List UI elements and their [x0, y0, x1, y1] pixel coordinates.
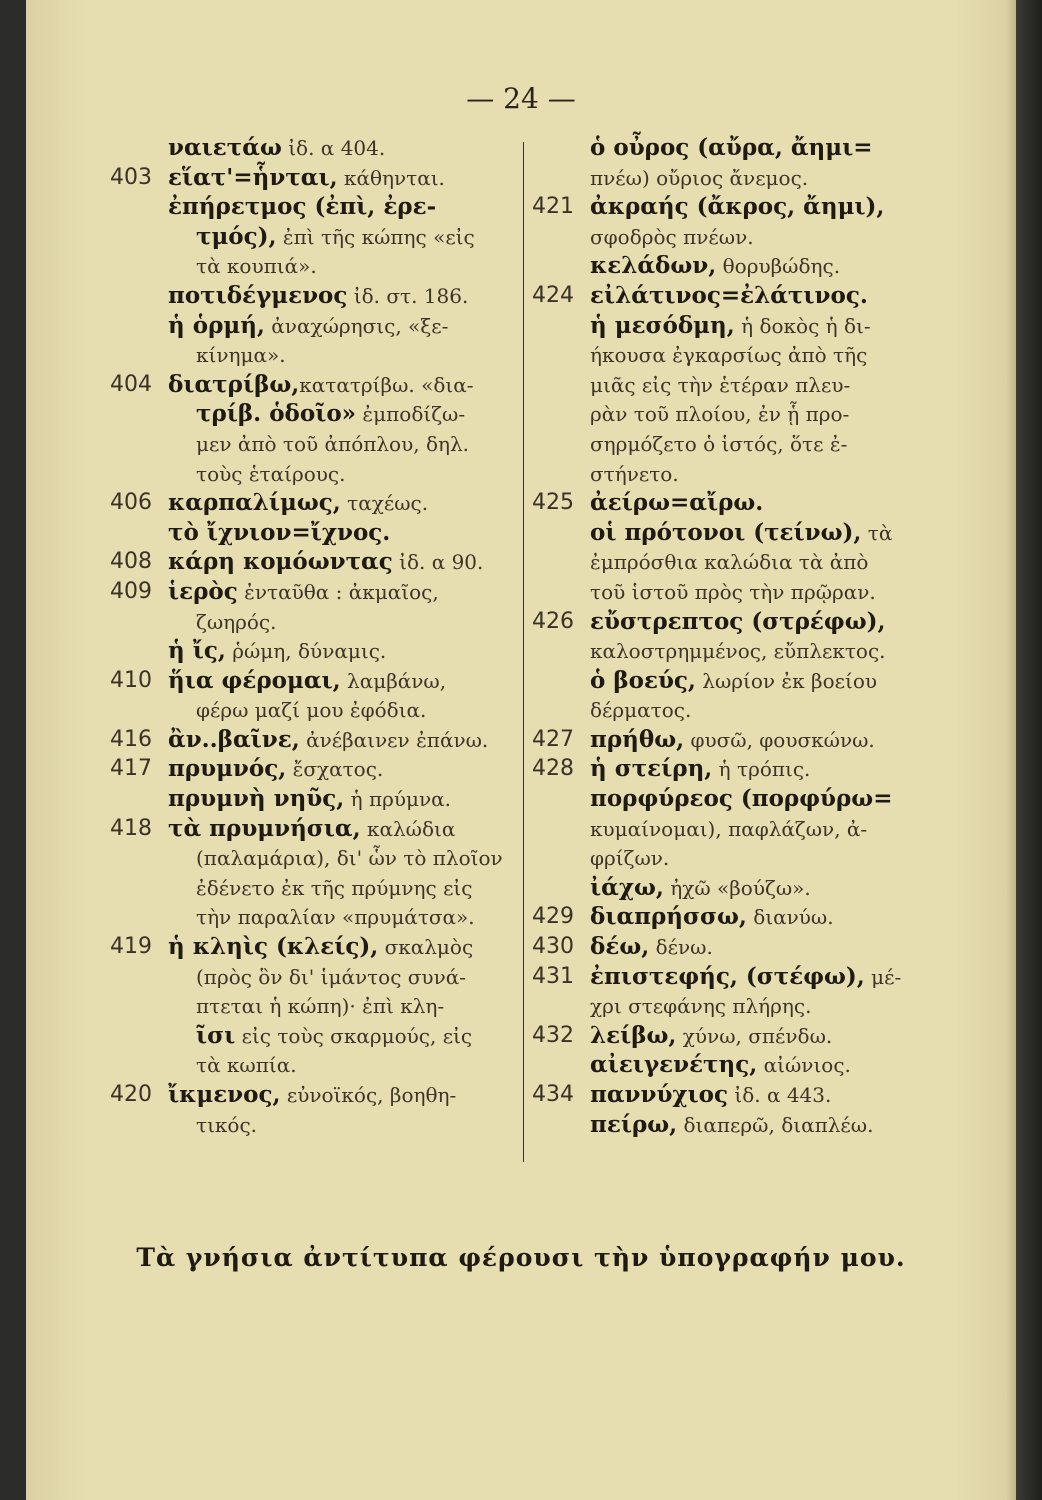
glossary-line — [110, 429, 510, 459]
glossary-line — [110, 577, 510, 607]
entry-text — [168, 754, 383, 785]
definition: μέ- — [864, 964, 902, 989]
definition: πνέω) οὔριος ἄνεμος. — [590, 165, 809, 190]
entry-text — [590, 932, 713, 963]
headword: πείρω, — [590, 1110, 678, 1138]
definition: ἐπὶ τῆς κώπης «εἰς — [276, 224, 475, 249]
glossary-line — [532, 932, 942, 962]
headword: λείβω, — [590, 1021, 677, 1049]
definition: ἔσχατος. — [286, 757, 384, 782]
line-number: 406 — [110, 490, 152, 516]
right-column — [532, 133, 942, 1139]
definition: ἐδένετο ἐκ τῆς πρύμνης εἰς — [196, 875, 473, 900]
headword: πρυμνὴ νηῦς, — [168, 785, 345, 813]
definition: καλοστρημμένος, εὔπλεκτος. — [590, 639, 886, 664]
entry-text — [590, 636, 886, 667]
entry-text — [590, 666, 877, 697]
entry-text — [196, 607, 277, 638]
entry-text — [168, 636, 386, 667]
glossary-line — [110, 1050, 510, 1080]
definition: ήκουσα ἐγκαρσίως ἀπὸ τῆς — [590, 343, 868, 368]
headword: κελάδων, — [590, 252, 717, 280]
entry-text — [168, 725, 488, 756]
entry-text — [590, 192, 884, 223]
entry-text — [590, 518, 892, 549]
definition: δέρματος. — [590, 698, 692, 723]
entry-text — [168, 518, 390, 549]
glossary-line — [532, 311, 942, 341]
line-number: 432 — [532, 1022, 574, 1048]
headword: ἡ μεσόδμη, — [590, 311, 735, 339]
headword: ἀείρω=αἴρω. — [590, 489, 764, 517]
headword: παννύχιος — [590, 1081, 729, 1108]
definition: σηρμόζετο ὁ ἱστός, ὅτε ἐ- — [590, 431, 848, 456]
line-number: 427 — [532, 726, 574, 752]
entry-text — [168, 163, 445, 194]
entry-text — [590, 814, 867, 845]
headword: οἱ πρότονοι (τείνω), — [590, 518, 862, 546]
headword: ἐπιστεφής, (στέφω), — [590, 962, 865, 990]
glossary-line — [532, 488, 942, 518]
entry-text — [168, 932, 473, 963]
glossary-line — [532, 695, 942, 725]
headword: ἂν..βαῖνε, — [168, 725, 300, 753]
entry-text — [196, 222, 475, 253]
entry-text — [168, 1080, 456, 1111]
glossary-line — [110, 873, 510, 903]
line-number: 410 — [110, 667, 152, 693]
entry-text — [590, 991, 811, 1022]
headword: εἵατ'=ἧνται, — [168, 163, 338, 191]
definition: μιᾶς εἰς τὴν ἑτέραν πλευ- — [590, 372, 851, 397]
glossary-line — [110, 1080, 510, 1110]
glossary-line — [532, 370, 942, 400]
entry-text — [590, 429, 847, 460]
definition: διαπερῶ, διαπλέω. — [677, 1112, 874, 1137]
glossary-line — [532, 1050, 942, 1080]
glossary-line — [110, 607, 510, 637]
entry-text — [590, 459, 679, 490]
line-number: 424 — [532, 282, 574, 308]
definition: ῥώμη, δύναμις. — [225, 639, 387, 664]
entry-text — [168, 547, 483, 578]
line-number: 418 — [110, 815, 152, 841]
glossary-line — [532, 784, 942, 814]
entry-text — [196, 399, 465, 430]
line-number: 431 — [532, 963, 574, 989]
entry-text — [196, 251, 317, 282]
glossary-line — [532, 459, 942, 489]
entry-text — [196, 1021, 472, 1052]
headword: εὔστρεπτος (στρέφω), — [590, 607, 886, 635]
definition: ἰδ. στ. 186. — [347, 283, 469, 308]
definition: ἡ πρύμνα. — [344, 787, 452, 812]
glossary-line — [110, 843, 510, 873]
line-number: 403 — [110, 164, 152, 190]
entry-text — [168, 666, 446, 697]
entry-text — [196, 1110, 257, 1141]
glossary-line — [110, 902, 510, 932]
glossary-line — [532, 222, 942, 252]
definition: τοὺς ἑταίρους. — [196, 461, 346, 486]
glossary-line — [110, 488, 510, 518]
definition: ταχέως. — [340, 491, 429, 516]
headword: δέω, — [590, 933, 650, 961]
line-number: 426 — [532, 608, 574, 634]
definition: ἡ τρόπις. — [712, 757, 811, 782]
glossary-line — [110, 1110, 510, 1140]
headword: ὁ οὖρος (αὔρα, ἄημι= — [590, 134, 873, 161]
entry-text — [196, 843, 503, 874]
headword: ἡ στείρη, — [590, 755, 713, 783]
entry-text — [590, 133, 873, 164]
entry-text — [196, 873, 472, 904]
entry-text — [590, 725, 875, 756]
headword: ἰάχω, — [590, 873, 664, 901]
headword: ποτιδέγμενος — [168, 281, 348, 309]
definition: εἰς τοὺς σκαρμούς, εἰς — [235, 1023, 473, 1048]
entry-text — [590, 281, 868, 312]
glossary-line — [532, 133, 942, 163]
line-number: 425 — [532, 490, 574, 516]
glossary-line — [532, 873, 942, 903]
glossary-line — [110, 340, 510, 370]
entry-text — [590, 251, 840, 282]
entry-text — [168, 311, 448, 342]
footer-signature-note: Τὰ γνήσια ἀντίτυπα φέρουσι τὴν ὑπογραφήν μου. — [136, 1243, 906, 1272]
headword: διατρίβω, — [168, 370, 300, 398]
glossary-line — [532, 636, 942, 666]
line-number: 416 — [110, 726, 152, 752]
binding-edge — [1016, 0, 1042, 1500]
definition: λαμβάνω, — [340, 668, 447, 693]
glossary-line — [110, 192, 510, 222]
entry-text — [590, 962, 901, 993]
glossary-line — [110, 814, 510, 844]
entry-text — [590, 754, 810, 785]
headword: ἥια φέρομαι, — [168, 666, 341, 694]
glossary-line — [110, 311, 510, 341]
entry-text — [168, 488, 428, 519]
entry-text — [590, 488, 763, 519]
definition: ἰδ. α 90. — [392, 550, 484, 575]
definition: σφοδρὸς πνέων. — [590, 224, 754, 249]
entry-text — [590, 902, 834, 933]
definition: τὰ — [861, 520, 893, 545]
entry-text — [196, 1050, 297, 1081]
entry-text — [196, 902, 475, 933]
line-number: 429 — [532, 904, 574, 930]
definition: κυμαίνομαι), παφλάζων, ἀ- — [590, 816, 868, 841]
entry-text — [590, 340, 867, 371]
line-number: 417 — [110, 756, 152, 782]
entry-text — [168, 133, 385, 164]
headword: διαπρήσσω, — [590, 903, 747, 931]
headword: ἡ ἴς, — [168, 637, 226, 665]
headword: τὸ ἴχνιον=ἴχνος. — [168, 518, 391, 546]
entry-text — [590, 784, 892, 815]
glossary-line — [532, 991, 942, 1021]
glossary-line — [532, 547, 942, 577]
line-number: 428 — [532, 756, 574, 782]
line-number: 420 — [110, 1082, 152, 1107]
entry-text — [590, 547, 868, 578]
headword: ῖσι — [196, 1021, 236, 1049]
glossary-line — [110, 784, 510, 814]
glossary-line — [110, 962, 510, 992]
column-divider — [523, 142, 524, 1162]
entry-text — [590, 695, 691, 726]
definition: αἰώνιος. — [757, 1053, 851, 1078]
entry-text — [168, 192, 436, 223]
entry-text — [196, 991, 444, 1022]
entry-text — [196, 459, 345, 490]
headword: τὰ πρυμνήσια, — [168, 814, 361, 842]
definition: δένω. — [649, 935, 713, 960]
left-column — [110, 133, 510, 1139]
definition: διανύω. — [746, 905, 834, 930]
entry-text — [168, 577, 439, 608]
entry-text — [168, 784, 451, 815]
entry-text — [590, 607, 886, 638]
glossary-line — [532, 1080, 942, 1110]
entry-text — [590, 163, 808, 194]
definition: τοῦ ἱστοῦ πρὸς τὴν πρῷραν. — [590, 579, 876, 604]
entry-text — [168, 281, 468, 312]
glossary-line — [532, 725, 942, 755]
definition: χύνω, σπένδω. — [676, 1023, 833, 1048]
glossary-line — [532, 962, 942, 992]
definition: ἰδ. α 443. — [728, 1083, 832, 1107]
definition: φέρω μαζί μου ἐφόδια. — [196, 698, 427, 723]
line-number: 434 — [532, 1082, 574, 1107]
headword: ἡ κληὶς (κλείς), — [168, 933, 379, 961]
entry-text — [590, 577, 876, 608]
headword: αἰειγενέτης, — [590, 1051, 758, 1079]
definition: ρὰν τοῦ πλοίου, ἐν ᾗ προ- — [590, 402, 850, 427]
glossary-line — [532, 518, 942, 548]
entry-text — [196, 340, 286, 371]
headword: ἴκμενος, — [168, 1081, 281, 1108]
glossary-line — [110, 399, 510, 429]
line-number: 409 — [110, 578, 152, 604]
entry-text — [590, 1050, 851, 1081]
entry-text — [196, 429, 469, 460]
glossary-line — [110, 163, 510, 193]
definition: φυσῶ, φουσκώνω. — [684, 727, 875, 752]
headword: ναιετάω — [168, 134, 282, 161]
definition: κάθηνται. — [337, 165, 445, 190]
definition: τικός. — [196, 1112, 258, 1137]
glossary-line — [110, 932, 510, 962]
headword: εἰλάτινος=ἐλάτινος. — [590, 281, 868, 309]
line-number: 430 — [532, 934, 574, 960]
definition: ἡ δοκὸς ἡ δι- — [734, 313, 871, 338]
glossary-line — [110, 725, 510, 755]
definition: τὴν παραλίαν «πρυμάτσα». — [196, 905, 475, 930]
glossary-line — [110, 547, 510, 577]
headword: τμός), — [196, 222, 277, 250]
line-number: 404 — [110, 371, 152, 397]
glossary-line — [532, 1021, 942, 1051]
line-number: 421 — [532, 194, 574, 220]
entry-text — [196, 695, 426, 726]
glossary-line — [532, 754, 942, 784]
glossary-line — [110, 636, 510, 666]
glossary-line — [110, 666, 510, 696]
page-number: — 24 — — [466, 82, 576, 115]
entry-text — [168, 370, 473, 401]
entry-text — [590, 873, 811, 904]
glossary-line — [110, 133, 510, 163]
definition: ἐνταῦθα : ἀκμαῖος, — [237, 579, 439, 604]
definition: θορυβώδης. — [716, 254, 841, 279]
entry-text — [196, 962, 466, 993]
headword: πορφύρεος (πορφύρω= — [590, 785, 893, 813]
line-number: 419 — [110, 934, 152, 960]
headword: καρπαλίμως, — [168, 489, 341, 517]
entry-text — [590, 222, 754, 253]
glossary-line — [110, 222, 510, 252]
glossary-line — [110, 370, 510, 400]
glossary-line — [110, 281, 510, 311]
definition: κατατρίβω. «δια- — [299, 372, 474, 397]
definition: ἐμποδίζω- — [356, 402, 466, 427]
glossary-line — [532, 1110, 942, 1140]
definition: καλώδια — [360, 816, 456, 841]
definition: ἰδ. α 404. — [281, 136, 386, 160]
definition: ἐμπρόσθια καλώδια τὰ ἀπὸ — [590, 550, 869, 575]
definition: στήνετο. — [590, 461, 679, 486]
entry-text — [590, 1021, 832, 1052]
glossary-line — [110, 695, 510, 725]
glossary-line — [532, 340, 942, 370]
glossary-line — [532, 902, 942, 932]
headword: ἐπήρετμος (ἐπὶ, ἐρε- — [168, 193, 437, 221]
headword: ἀκραής (ἄκρος, ἄημι), — [590, 193, 885, 221]
glossary-line — [110, 991, 510, 1021]
glossary-line — [110, 251, 510, 281]
headword: κάρη κομόωντας — [168, 548, 393, 576]
glossary-line — [110, 518, 510, 548]
glossary-line — [532, 814, 942, 844]
definition: ἀνέβαινεν ἐπάνω. — [299, 727, 489, 752]
headword: τρίβ. ὁδοῖο» — [196, 400, 357, 428]
headword: ἡ ὁρμή, — [168, 311, 265, 339]
headword: πρυμνός, — [168, 755, 287, 783]
glossary-line — [532, 843, 942, 873]
definition: σκαλμὸς — [378, 935, 474, 960]
glossary-line — [532, 192, 942, 222]
headword: ἱερὸς — [168, 577, 238, 605]
entry-text — [590, 311, 871, 342]
entry-text — [590, 399, 849, 430]
definition: λωρίον ἐκ βοείου — [695, 668, 878, 693]
definition: τὰ κωπία. — [196, 1053, 297, 1078]
glossary-line — [532, 251, 942, 281]
glossary-line — [532, 666, 942, 696]
definition: πτεται ἡ κώπη)· ἐπὶ κλη- — [196, 994, 445, 1019]
definition: ζωηρός. — [196, 609, 277, 634]
definition: φρίζων. — [590, 846, 670, 871]
definition: μεν ἀπὸ τοῦ ἀπόπλου, δηλ. — [196, 431, 470, 456]
glossary-line — [532, 281, 942, 311]
entry-text — [590, 1080, 831, 1111]
definition: (πρὸς ὃν δι' ἱμάντος συνά- — [196, 964, 466, 989]
glossary-line — [532, 577, 942, 607]
entry-text — [590, 843, 669, 874]
glossary-line — [532, 399, 942, 429]
glossary-line — [110, 459, 510, 489]
entry-text — [590, 370, 850, 401]
headword: ὁ βοεύς, — [590, 666, 696, 694]
glossary-line — [532, 429, 942, 459]
definition: κίνημα». — [196, 343, 286, 368]
glossary-line — [532, 163, 942, 193]
definition: χρι στεφάνης πλήρης. — [590, 994, 812, 1019]
glossary-line — [532, 607, 942, 637]
line-number: 408 — [110, 549, 152, 575]
definition: ἀναχώρησις, «ξε- — [264, 313, 449, 338]
glossary-line — [110, 754, 510, 784]
headword: πρήθω, — [590, 725, 685, 753]
definition: εὐνοϊκός, βοηθη- — [280, 1083, 457, 1107]
definition: (παλαμάρια), δι' ὧν τὸ πλοῖον — [196, 846, 503, 871]
definition: ἠχῶ «βούζω». — [663, 875, 811, 900]
entry-text — [590, 1110, 873, 1141]
glossary-line — [110, 1021, 510, 1051]
definition: τὰ κουπιά». — [196, 254, 317, 279]
entry-text — [168, 814, 455, 845]
